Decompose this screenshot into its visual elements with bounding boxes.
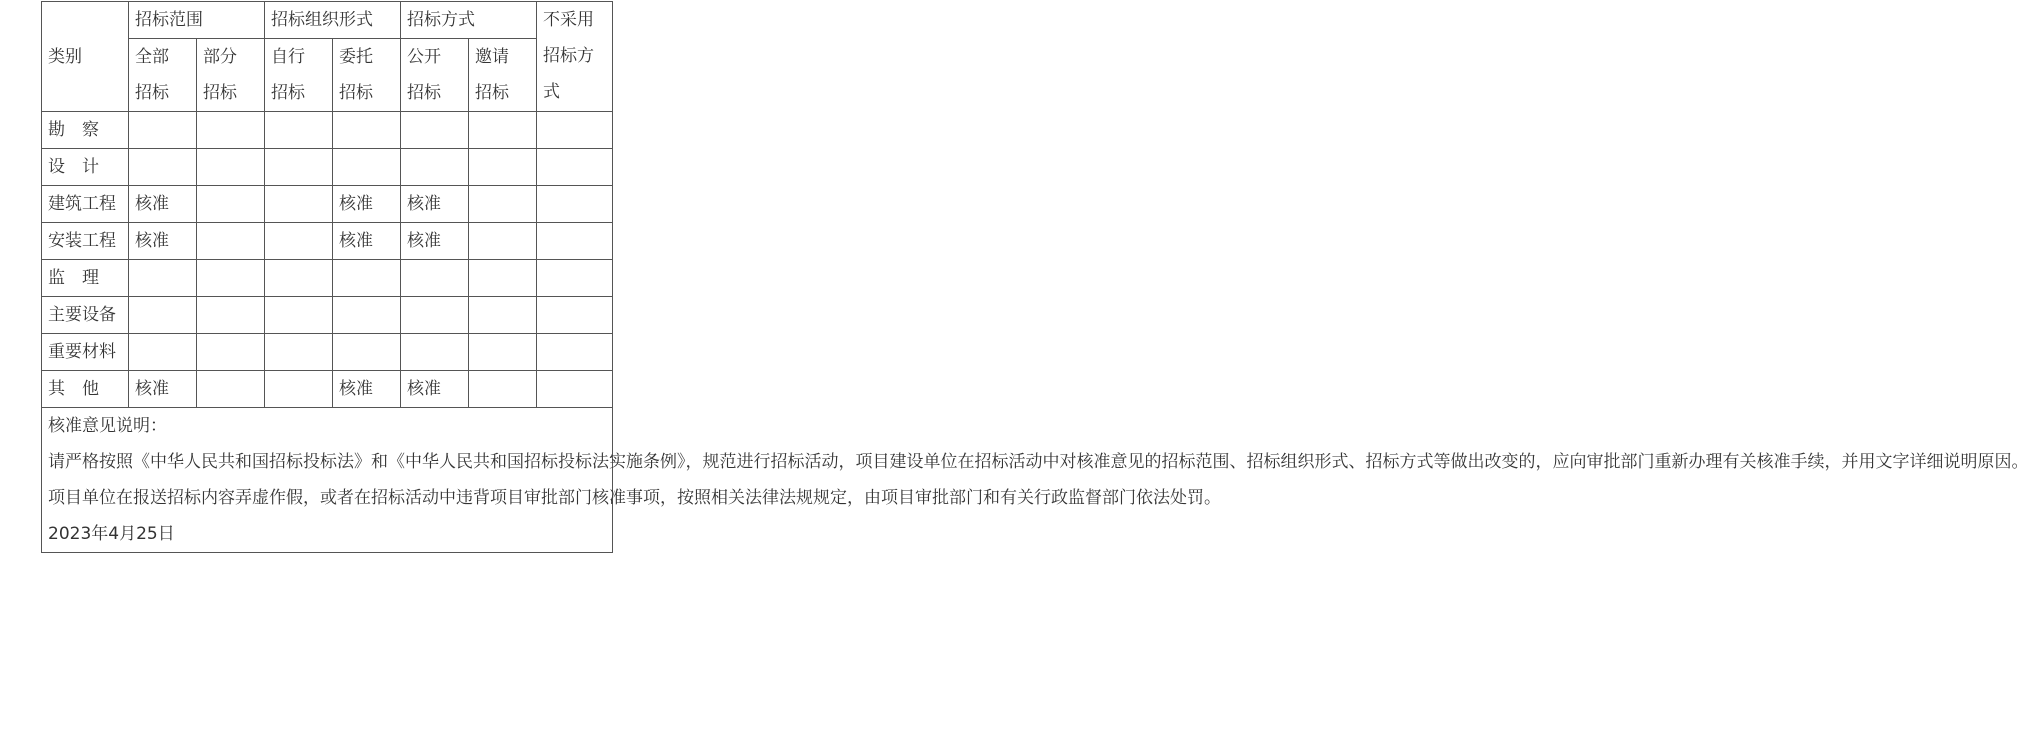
table-cell: [401, 149, 469, 186]
table-cell: [265, 297, 333, 334]
table-cell: [469, 297, 537, 334]
table-cell: [469, 223, 537, 260]
table-cell: [537, 223, 613, 260]
scope-header: 招标范围: [129, 2, 265, 39]
table-cell: [265, 260, 333, 297]
partial-bidding-header: 部分 招标: [197, 39, 265, 112]
table-cell: 核准: [129, 371, 197, 408]
full-bidding-header: 全部 招标: [129, 39, 197, 112]
table-row: [42, 297, 613, 334]
table-cell: [197, 186, 265, 223]
table-cell: [537, 371, 613, 408]
table-row: [42, 334, 613, 371]
table-row: [42, 223, 613, 260]
table-cell: [537, 186, 613, 223]
table-cell: [537, 260, 613, 297]
table-cell: [265, 149, 333, 186]
table-cell: [129, 334, 197, 371]
table-cell: [333, 149, 401, 186]
notes-heading: 核准意见说明：: [48, 416, 167, 436]
row-category: 设计: [42, 149, 129, 186]
table-cell: [401, 334, 469, 371]
table-cell: [401, 260, 469, 297]
table-cell: [265, 334, 333, 371]
table-cell: [469, 334, 537, 371]
table-row: [42, 112, 613, 149]
table-cell: [469, 260, 537, 297]
table-cell: [197, 334, 265, 371]
table-row: [42, 260, 613, 297]
table-row: [42, 371, 613, 408]
approval-notes: [42, 408, 2029, 553]
table-cell: 核准: [401, 223, 469, 260]
table-cell: [265, 186, 333, 223]
table-cell: [469, 371, 537, 408]
category-header: 类别: [42, 2, 129, 112]
entrusted-bidding-header: 委托 招标: [333, 39, 401, 112]
table-cell: [197, 371, 265, 408]
row-category: 重要材料: [42, 334, 129, 371]
table-cell: [265, 223, 333, 260]
table-cell: [129, 297, 197, 334]
table-cell: [197, 112, 265, 149]
table-cell: [401, 112, 469, 149]
self-bidding-header: 自行 招标: [265, 39, 333, 112]
row-category: 安装工程: [42, 223, 129, 260]
table-cell: [537, 297, 613, 334]
row-category: 其他: [42, 371, 129, 408]
row-category: 监理: [42, 260, 129, 297]
table-cell: [469, 112, 537, 149]
row-category: 勘察: [42, 112, 129, 149]
row-category: 主要设备: [42, 297, 129, 334]
table-cell: 核准: [333, 186, 401, 223]
table-cell: [197, 260, 265, 297]
notes-paragraph-2: 项目单位在报送招标内容弄虚作假，或者在招标活动中违背项目审批部门核准事项，按照相关法律法规规定，由项目审批部门和有关行政监督部门依法处罚。: [48, 488, 1221, 508]
approval-table: [41, 1, 2029, 553]
table-cell: [333, 260, 401, 297]
row-category: 建筑工程: [42, 186, 129, 223]
table-cell: [265, 112, 333, 149]
table-cell: [197, 223, 265, 260]
organization-header: 招标组织形式: [265, 2, 401, 39]
table-cell: 核准: [129, 186, 197, 223]
open-bidding-header: 公开 招标: [401, 39, 469, 112]
table-cell: 核准: [333, 223, 401, 260]
table-cell: 核准: [129, 223, 197, 260]
table-cell: [197, 297, 265, 334]
table-cell: [469, 186, 537, 223]
table-cell: [129, 149, 197, 186]
table-cell: [401, 297, 469, 334]
table-cell: [265, 371, 333, 408]
table-row: [42, 149, 613, 186]
table-cell: [537, 149, 613, 186]
table-cell: 核准: [333, 371, 401, 408]
table-cell: 核准: [401, 371, 469, 408]
notes-paragraph-1: 请严格按照《中华人民共和国招标投标法》和《中华人民共和国招标投标法实施条例》，规范进行招标活动，项目建设单位在招标活动中对核准意见的招标范围、招标组织形式、招标方式等做出改变的，应向审批部门重新办理有关核准手续，并用文字详细说明原因。: [48, 452, 2029, 472]
table-row: [42, 186, 613, 223]
table-cell: [537, 334, 613, 371]
table-cell: [333, 334, 401, 371]
table-cell: [129, 112, 197, 149]
method-header: 招标方式: [401, 2, 537, 39]
table-cell: [537, 112, 613, 149]
table-cell: [197, 149, 265, 186]
table-cell: 核准: [401, 186, 469, 223]
table-cell: [333, 112, 401, 149]
table-cell: [333, 297, 401, 334]
table-cell: [469, 149, 537, 186]
no-bidding-header: 不采用 招标方 式: [537, 2, 613, 112]
notes-date: 2023年4月25日: [48, 524, 175, 544]
invited-bidding-header: 邀请 招标: [469, 39, 537, 112]
table-cell: [129, 260, 197, 297]
